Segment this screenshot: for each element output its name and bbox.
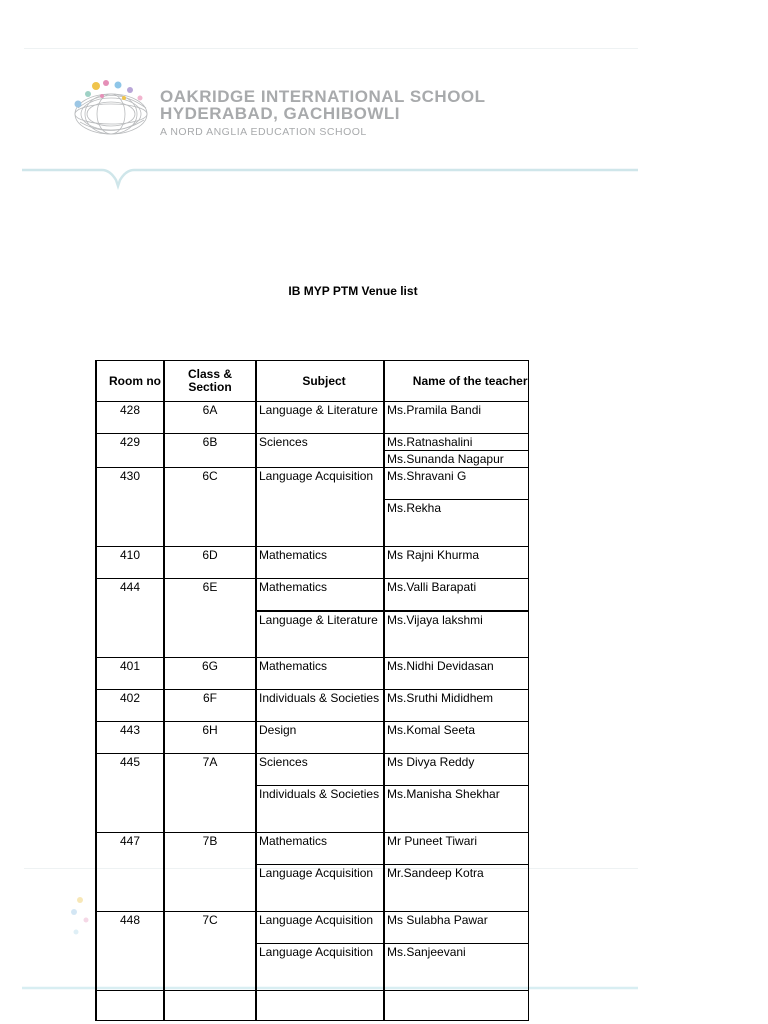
room-cell: 445 [96, 754, 164, 833]
table-row [96, 434, 528, 451]
class-cell: 6A [164, 402, 256, 434]
class-cell: 7B [164, 833, 256, 912]
teacher-cell: Ms.Pramila Bandi [384, 402, 528, 434]
teacher-cell: Ms.Sanjeevani [384, 944, 528, 991]
teacher-cell: Ms Divya Reddy [384, 754, 528, 786]
room-cell: 410 [96, 547, 164, 579]
class-cell: 6C [164, 468, 256, 547]
room-cell: 443 [96, 722, 164, 754]
subject-cell: Mathematics [256, 658, 384, 690]
class-cell [164, 991, 256, 1021]
table-row [96, 579, 528, 611]
subject-cell [256, 991, 384, 1021]
table-row [96, 690, 528, 722]
table-row [96, 547, 528, 579]
class-cell: 6F [164, 690, 256, 722]
teacher-cell [384, 991, 528, 1021]
subject-cell: Language Acquisition [256, 944, 384, 991]
subject-cell: Language & Literature [256, 611, 384, 658]
teacher-cell: Ms.Ratnashalini [384, 434, 528, 451]
teacher-cell: Mr Puneet Tiwari [384, 833, 528, 865]
table-row [96, 833, 528, 865]
page-title: IB MYP PTM Venue list [288, 284, 418, 298]
table-row [96, 402, 528, 434]
subject-cell: Sciences [256, 434, 384, 468]
venue-table [95, 360, 529, 1021]
subject-cell: Mathematics [256, 833, 384, 865]
teacher-cell: Ms.Sunanda Nagapur [384, 451, 528, 468]
class-cell: 7A [164, 754, 256, 833]
room-cell: 429 [96, 434, 164, 468]
subject-cell: Language Acquisition [256, 865, 384, 912]
class-cell: 7C [164, 912, 256, 991]
teacher-cell: Ms.Manisha Shekhar [384, 786, 528, 833]
teacher-cell: Ms.Nidhi Devidasan [384, 658, 528, 690]
subject-cell: Language & Literature [256, 402, 384, 434]
table-row [96, 754, 528, 786]
teacher-cell: Ms Sulabha Pawar [384, 912, 528, 944]
subject-cell: Sciences [256, 754, 384, 786]
table-row [96, 991, 528, 1021]
table-header-row [96, 361, 528, 402]
school-name-line2: HYDERABAD, GACHIBOWLI [160, 104, 400, 123]
header-teacher: Name of the teacher [384, 361, 528, 402]
class-cell: 6G [164, 658, 256, 690]
teacher-cell: Ms.Valli Barapati [384, 579, 528, 611]
room-cell: 401 [96, 658, 164, 690]
header-top-rule [24, 48, 638, 49]
teacher-cell: Ms Rajni Khurma [384, 547, 528, 579]
subject-cell: Language Acquisition [256, 912, 384, 944]
subject-cell: Individuals & Societies [256, 690, 384, 722]
table-row [96, 658, 528, 690]
oakridge-sphere-logo-icon [66, 78, 156, 142]
room-cell: 428 [96, 402, 164, 434]
class-cell: 6B [164, 434, 256, 468]
school-branding [160, 88, 486, 141]
subject-cell: Mathematics [256, 547, 384, 579]
subject-cell: Individuals & Societies [256, 786, 384, 833]
room-cell: 430 [96, 468, 164, 547]
room-cell: 448 [96, 912, 164, 991]
teacher-cell: Ms.Vijaya lakshmi [384, 611, 528, 658]
table-row [96, 722, 528, 754]
class-cell: 6H [164, 722, 256, 754]
subject-cell: Design [256, 722, 384, 754]
room-cell: 402 [96, 690, 164, 722]
header-subject: Subject [256, 361, 384, 402]
teacher-cell: Ms.Sruthi Mididhem [384, 690, 528, 722]
header-room: Room no [96, 361, 164, 402]
room-cell: 444 [96, 579, 164, 658]
header-class: Class & Section [164, 361, 256, 402]
subject-cell: Mathematics [256, 579, 384, 611]
class-cell: 6D [164, 547, 256, 579]
teacher-cell: Mr.Sandeep Kotra [384, 865, 528, 912]
room-cell: 447 [96, 833, 164, 912]
subject-cell: Language Acquisition [256, 468, 384, 547]
teacher-cell: Ms.Shravani G [384, 468, 528, 500]
table-row [96, 468, 528, 500]
teacher-cell: Ms.Komal Seeta [384, 722, 528, 754]
school-tagline: A NORD ANGLIA EDUCATION SCHOOL [160, 126, 367, 138]
table-row [96, 912, 528, 944]
class-cell: 6E [164, 579, 256, 658]
room-cell [96, 991, 164, 1021]
school-name-line1: OAKRIDGE INTERNATIONAL SCHOOL [160, 87, 486, 106]
teacher-cell: Ms.Rekha [384, 500, 528, 547]
header-wave-divider [22, 160, 638, 190]
